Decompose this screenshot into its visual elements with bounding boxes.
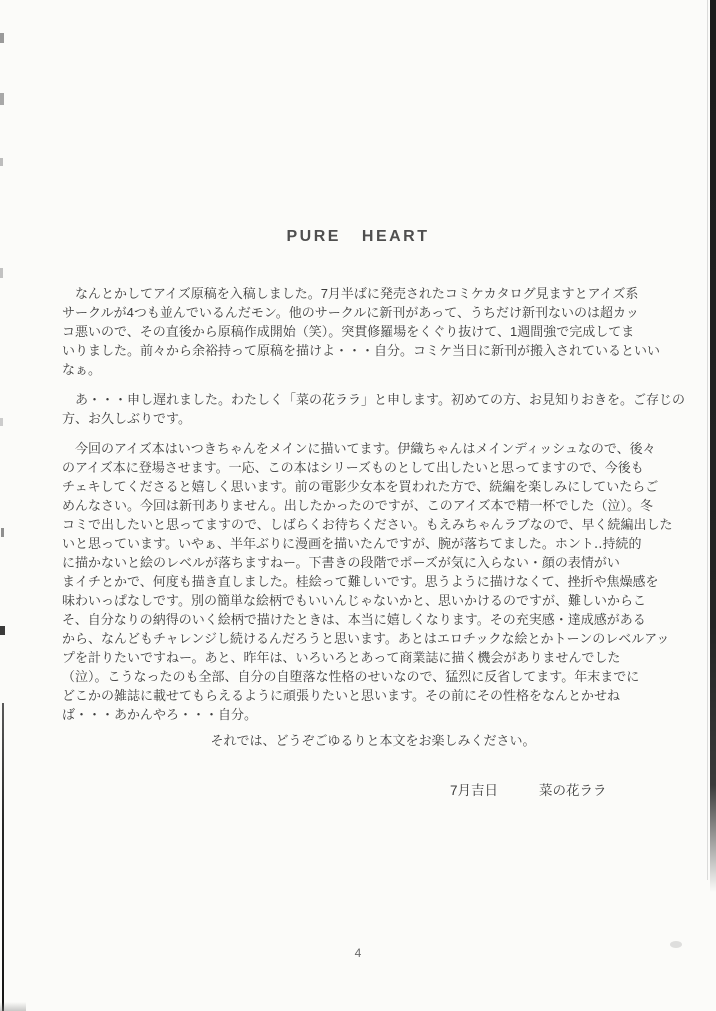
text-line: チェキしてくださると嬉しく思います。前の電影少女本を買われた方で、続編を楽しみにしていたらご: [62, 479, 659, 494]
text-line: あ・・・申し遅れました。わたしく「菜の花ララ」と申します。初めての方、お見知りおきを。ご存じの: [62, 392, 685, 407]
text-line: コミで出したいと思ってますので、しばらくお待ちください。もえみちゃんラブなので、早く続編出した: [62, 517, 673, 532]
scan-edge-left-line: [2, 703, 4, 1011]
text-line: サークルが4つも並んでいるんだモン。他のサークルに新刊があって、うちだけ新刊ないのは超カッ: [62, 305, 639, 320]
text-line: なぁ。: [62, 362, 102, 377]
scan-smudge: [0, 1002, 26, 1011]
text-line: に描かないと絵のレベルが落ちますねー。下書きの段階でポーズが気に入らない・顔の表情がい: [62, 555, 620, 570]
text-line: そ、自分なりの納得のいく絵柄で描けたときは、本当に嬉しくなります。その充実感・達成感がある: [62, 612, 646, 627]
scan-speck: [1, 528, 4, 537]
paragraph: [62, 439, 673, 724]
signoff: [450, 779, 607, 799]
text-line: いりました。前々から余裕持って原稿を描けよ・・・自分。コミケ当日に新刊が搬入されているといい: [62, 343, 661, 358]
text-line: めんなさい。今回は新刊ありません。出したかったのですが、このアイズ本で精一杯でした（泣）。冬: [62, 498, 653, 513]
page-title: PURE HEART: [286, 228, 430, 245]
scan-speck: [0, 626, 5, 635]
paragraph: [62, 390, 685, 428]
body-text: [62, 284, 685, 735]
text-line: のアイズ本に登場させます。一応、この本はシリーズものとして出したいと思ってますので、今後も: [62, 460, 644, 475]
text-line: （泣）。こうなったのも全部、自分の自堕落な性格のせいなので、猛烈に反省してます。年末までに: [62, 669, 640, 684]
text-line: 方、お久しぶりです。: [62, 411, 191, 426]
closing-line: それでは、どうぞごゆるりと本文をお楽しみください。: [210, 733, 536, 748]
signoff-date: 7月吉日: [450, 783, 499, 798]
scan-speck: [0, 418, 3, 426]
text-line: なんとかしてアイズ原稿を入稿しました。7月半ばに発売されたコミケカタログ見ますとアイズ系: [62, 286, 639, 301]
paragraph: [62, 284, 662, 379]
signoff-author: 菜の花ララ: [539, 783, 607, 798]
text-line: から、なんどもチャレンジし続けるんだろうと思います。あとはエロチックな絵とかトーンのレベルアッ: [62, 631, 670, 646]
text-line: 今回のアイズ本はいつきちゃんをメインに描いてます。伊織ちゃんはメインディッシュなので、後々: [62, 441, 656, 456]
text-line: プを計りたいですねー。あと、昨年は、いろいろとあって商業誌に描く機会がありませんでした: [62, 650, 621, 665]
scan-speck: [0, 93, 4, 105]
text-line: 味わいっぱなしです。別の簡単な絵柄でもいいんじゃないかと、思いかけるのですが、難しいからこ: [62, 593, 646, 608]
text-line: いと思っています。いやぁ、半年ぶりに漫画を描いたんですが、腕が落ちてました。ホント‥持続的: [62, 536, 642, 551]
text-line: コ悪いので、その直後から原稿作成開始（笑）。突貫修羅場をくぐり抜けて、1週間強で完成してま: [62, 324, 635, 339]
text-line: どこかの雑誌に載せてもらえるように頑張りたいと思います。その前にその性格をなんとかせね: [62, 688, 620, 703]
scan-edge-right-band: [710, 0, 716, 892]
page-number: 4: [354, 946, 362, 960]
scan-speck: [0, 158, 3, 166]
scan-speck: [0, 268, 3, 278]
text-line: ば・・・あかんやろ・・・自分。: [62, 707, 258, 722]
text-line: まイチとかで、何度も描き直しました。桂絵って難しいです。思うように描けなくて、挫折や焦燥感を: [62, 574, 659, 589]
scan-speck: [0, 33, 4, 43]
